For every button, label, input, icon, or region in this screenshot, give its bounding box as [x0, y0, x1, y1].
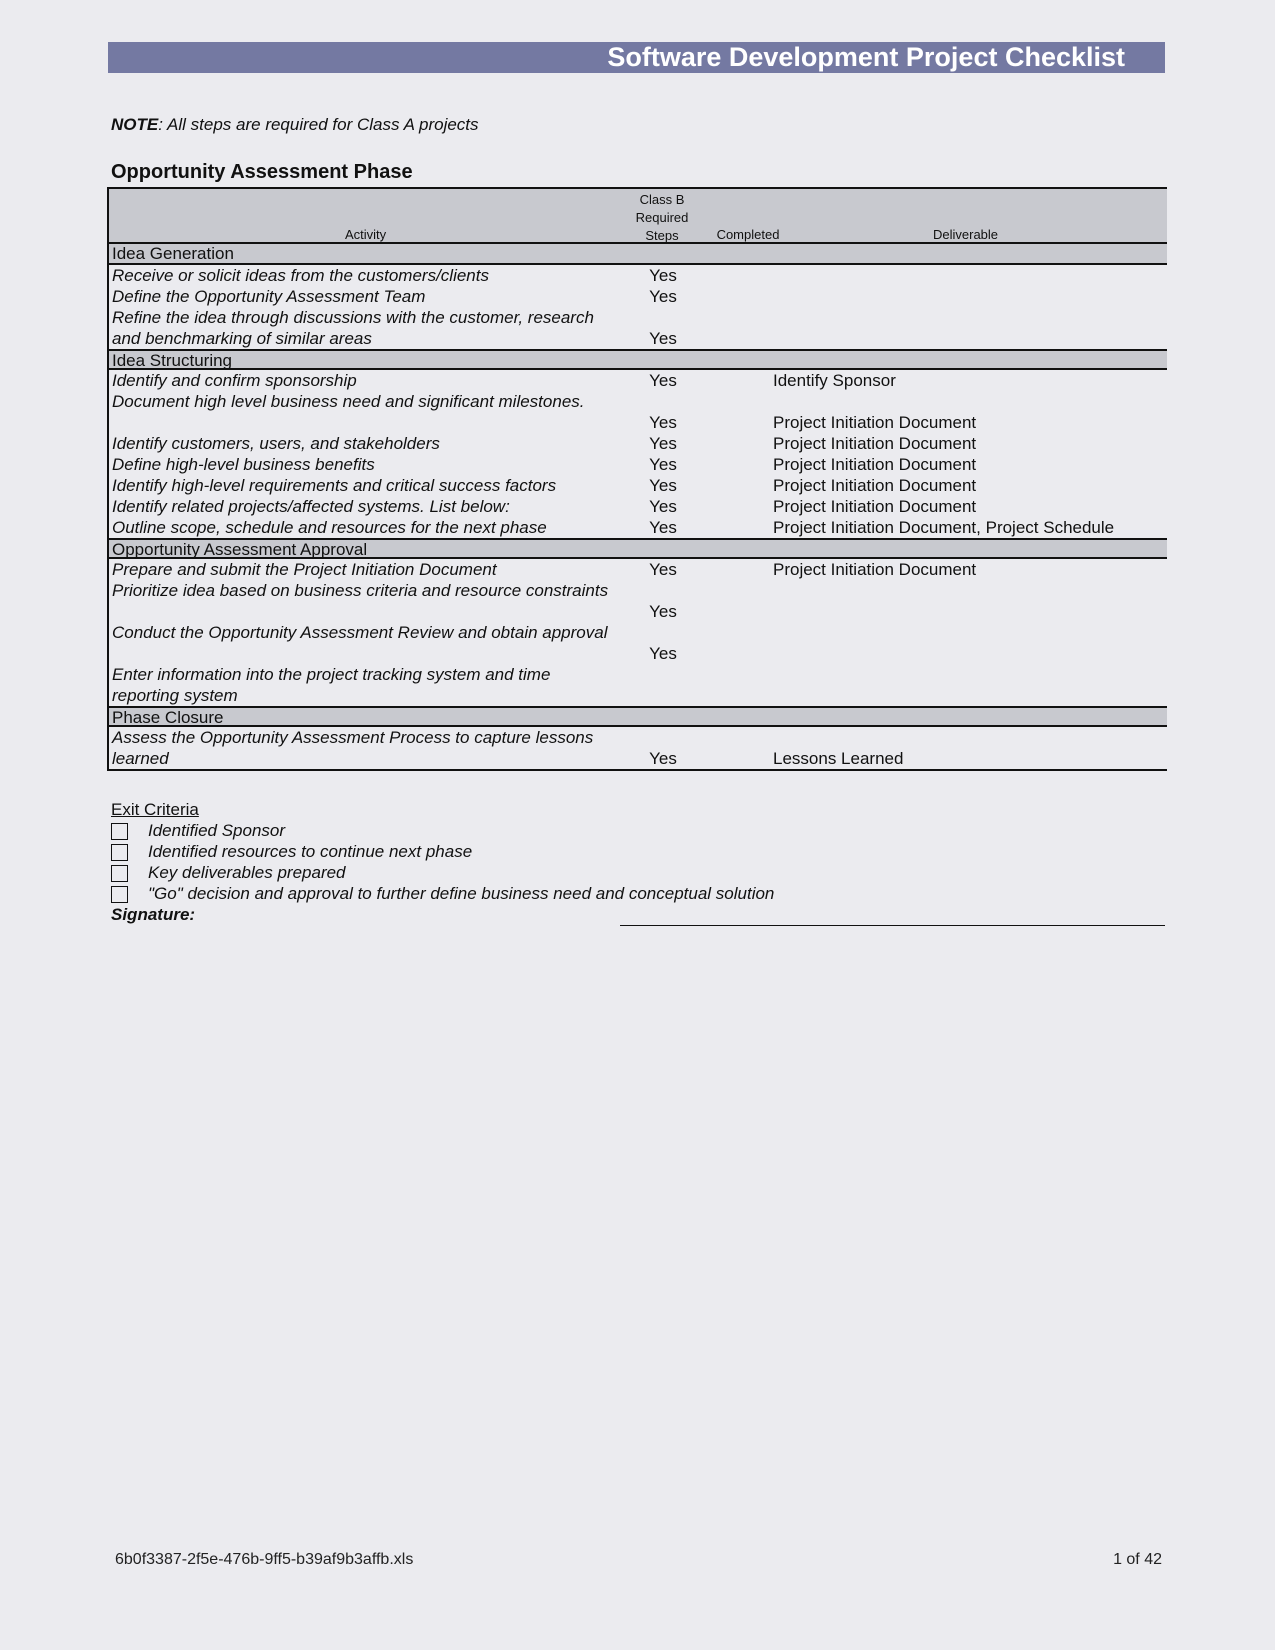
deliverable-cell: Project Initiation Document [773, 476, 977, 495]
required-cell: Yes [649, 644, 677, 663]
section-phase-closure: Phase Closure [109, 706, 1167, 727]
table-row [109, 454, 1167, 475]
table-row [109, 580, 1167, 622]
activity-cell: Define high-level business benefits [112, 455, 375, 474]
activity-cell: Receive or solicit ideas from the customers/clients [112, 266, 489, 285]
required-cell: Yes [649, 434, 677, 453]
activity-cell: Prioritize idea based on business criteria and resource constraints [112, 581, 609, 600]
exit-criterion [111, 883, 775, 904]
activity-cell: Document high level business need and significant milestones. [112, 392, 585, 411]
section-opportunity-assessment-approval: Opportunity Assessment Approval [109, 538, 1167, 559]
deliverable-cell: Project Initiation Document [773, 413, 977, 432]
header-class-b-required [621, 191, 703, 245]
required-cell: Yes [649, 455, 677, 474]
required-cell: Yes [649, 371, 677, 390]
header-class-b-line3: Steps [645, 228, 679, 243]
deliverable-cell: Project Initiation Document [773, 434, 977, 453]
header-class-b-line1: Class B [639, 192, 685, 207]
criterion-label: "Go" decision and approval to further define business need and conceptual solution [148, 884, 775, 903]
required-cell: Yes [649, 602, 677, 621]
signature-label: Signature: [111, 905, 196, 924]
table-row [109, 307, 1167, 349]
exit-criteria [111, 799, 775, 904]
exit-criterion [111, 820, 286, 841]
required-cell: Yes [649, 560, 677, 579]
note-label: NOTE [111, 115, 159, 134]
required-cell: Yes [649, 749, 677, 768]
deliverable-cell: Project Initiation Document, Project Schedule [773, 518, 1115, 537]
criterion-checkbox[interactable] [111, 886, 128, 903]
note-body: : All steps are required for Class A projects [158, 115, 479, 134]
section-idea-structuring: Idea Structuring [109, 349, 1167, 370]
table-row [109, 727, 1167, 771]
criterion-checkbox[interactable] [111, 844, 128, 861]
criterion-label: Identified Sponsor [148, 821, 286, 840]
required-cell: Yes [649, 518, 677, 537]
section-idea-generation: Idea Generation [109, 244, 1167, 265]
table-row [109, 517, 1167, 538]
activity-cell: Outline scope, schedule and resources for the next phase [112, 518, 547, 537]
table-row [109, 370, 1167, 391]
activity-cell: Conduct the Opportunity Assessment Review and obtain approval [112, 623, 608, 642]
document-title: Software Development Project Checklist [108, 42, 1165, 73]
activity-cell: Identify high-level requirements and critical success factors [112, 476, 557, 495]
deliverable-cell: Project Initiation Document [773, 497, 977, 516]
checklist-table [107, 187, 1167, 771]
activity-cell: Identify and confirm sponsorship [112, 371, 357, 390]
header-deliverable: Deliverable [933, 227, 999, 242]
footer-filename: 6b0f3387-2f5e-476b-9ff5-b39af9b3affb.xls [115, 1551, 414, 1568]
header-class-b-line2: Required [635, 210, 689, 225]
activity-cell: Define the Opportunity Assessment Team [112, 287, 426, 306]
deliverable-cell: Lessons Learned [773, 749, 904, 768]
table-row [109, 433, 1167, 454]
required-cell: Yes [649, 287, 677, 306]
phase-title: Opportunity Assessment Phase [111, 161, 413, 183]
table-row [109, 496, 1167, 517]
deliverable-cell: Project Initiation Document [773, 560, 977, 579]
activity-cell: Prepare and submit the Project Initiation Document [112, 560, 497, 579]
table-row [109, 391, 1167, 433]
table-row [109, 286, 1167, 307]
activity-cell: Enter information into the project tracking system and time reporting system [112, 665, 551, 705]
required-cell: Yes [649, 497, 677, 516]
activity-cell: Identify related projects/affected systems. List below: [112, 497, 510, 516]
table-row [109, 622, 1167, 664]
deliverable-cell: Identify Sponsor [773, 371, 896, 390]
table-row [109, 559, 1167, 580]
activity-cell: Assess the Opportunity Assessment Process to capture lessons learned [112, 728, 594, 768]
footer-page-number: 1 of 42 [1113, 1551, 1162, 1568]
criterion-label: Identified resources to continue next phase [148, 842, 473, 861]
exit-criterion [111, 862, 346, 883]
signature-line[interactable] [620, 925, 1165, 926]
criterion-label: Key deliverables prepared [148, 863, 346, 882]
note-text [111, 115, 479, 135]
activity-cell: Refine the idea through discussions with the customer, research and benchmarking of similar areas [112, 308, 594, 348]
header-completed: Completed [716, 227, 780, 242]
deliverable-cell: Project Initiation Document [773, 455, 977, 474]
required-cell: Yes [649, 413, 677, 432]
criterion-checkbox[interactable] [111, 823, 128, 840]
header-activity: Activity [345, 227, 387, 242]
table-row [109, 664, 1167, 706]
activity-cell: Identify customers, users, and stakeholders [112, 434, 440, 453]
table-row [109, 265, 1167, 286]
criterion-checkbox[interactable] [111, 865, 128, 882]
table-row [109, 475, 1167, 496]
exit-criteria-title: Exit Criteria [111, 800, 199, 819]
required-cell: Yes [649, 329, 677, 348]
required-cell: Yes [649, 266, 677, 285]
exit-criterion [111, 841, 473, 862]
required-cell: Yes [649, 476, 677, 495]
table-header [109, 187, 1167, 244]
